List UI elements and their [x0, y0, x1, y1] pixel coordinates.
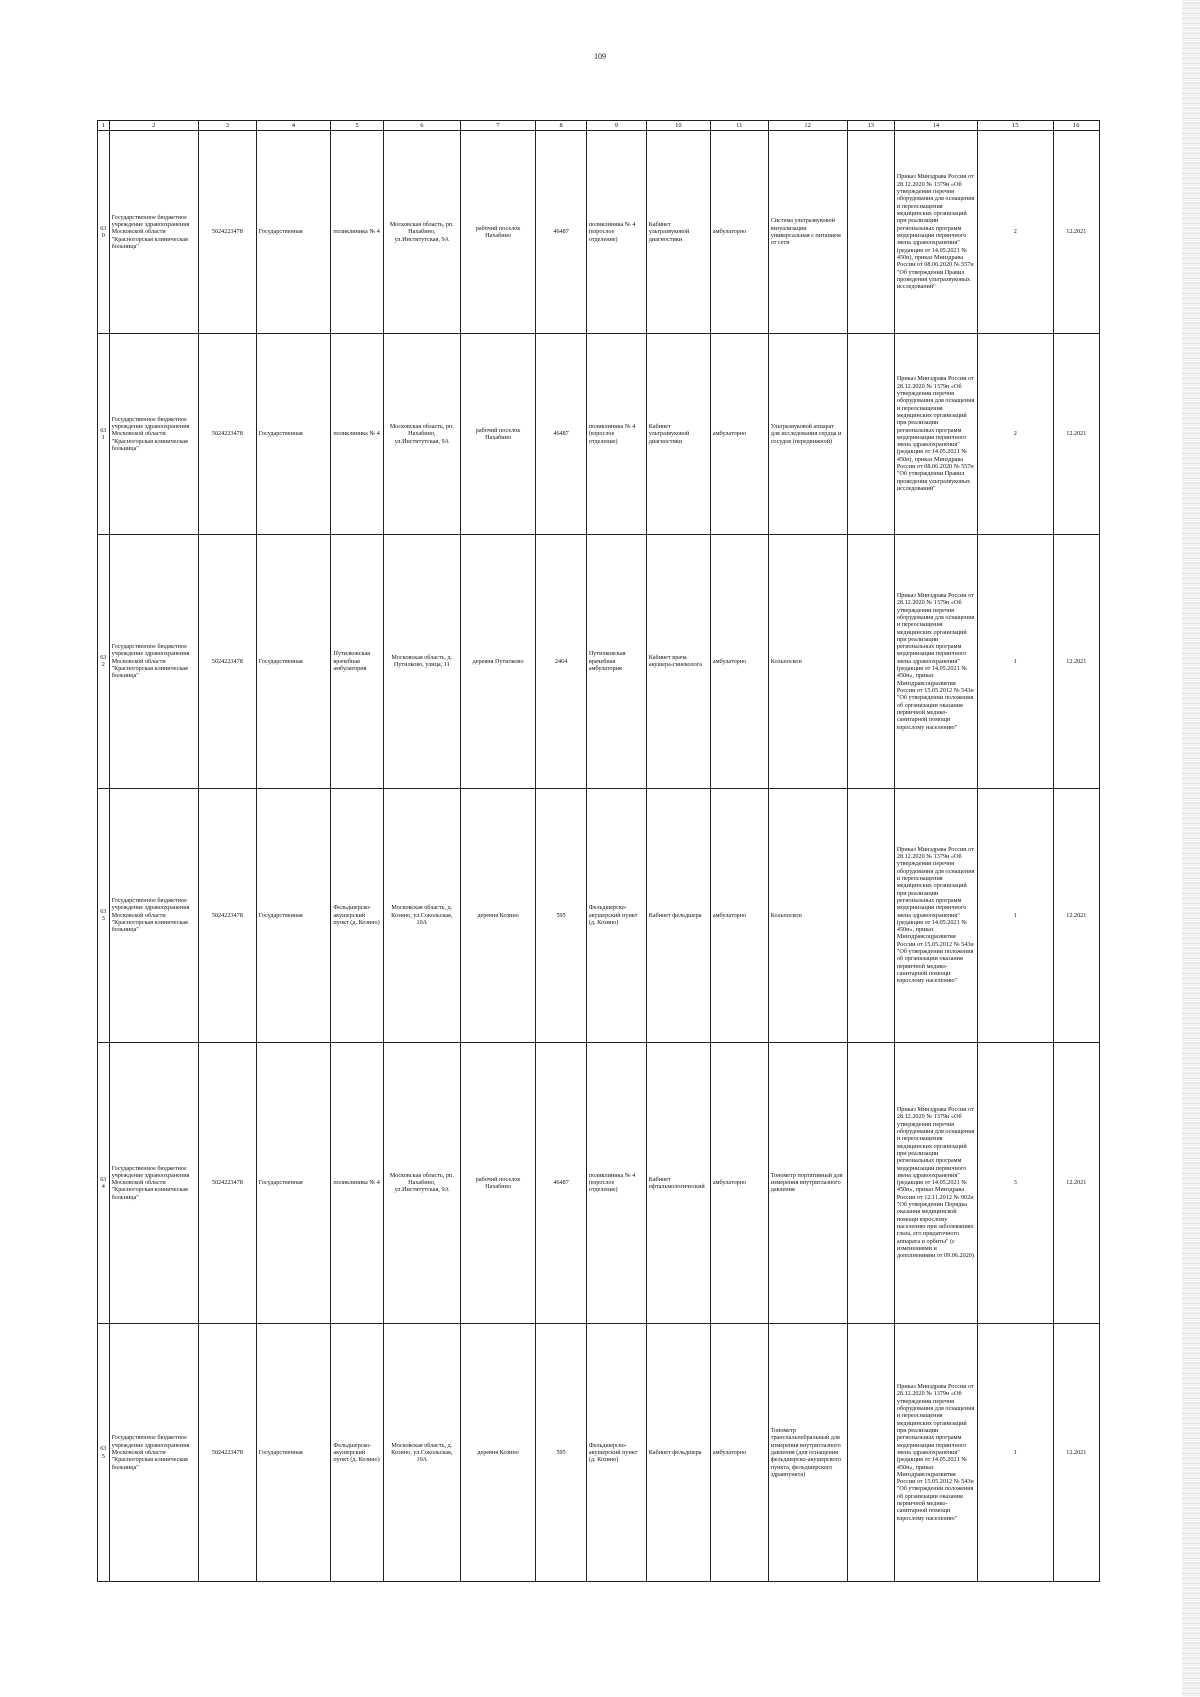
column-number: 8	[536, 121, 586, 131]
ownership-cell: Государственная	[256, 535, 331, 789]
subdivision-cell: Фельдшерско-акушерский пункт (д. Козино)	[586, 788, 646, 1042]
table-row	[98, 131, 1100, 333]
room-cell: Кабинет офтальмологический	[646, 1042, 710, 1324]
column-number: 13	[847, 121, 894, 131]
column-number: 14	[894, 121, 977, 131]
population-cell: 595	[536, 788, 586, 1042]
care-type-cell: амбулаторно	[710, 333, 768, 534]
documents-text: Приказ Минздрава России от 28.12.2020 № 1379н «Об утверждении перечня оборудования для оснащения и переоснащения медицинских организаций при реализации региональных программ модернизации первичного звена здравоохранения"(редакция от 14.05.2021 № 450н», приказ Минздравсоцразвития России от 15.05.2012 № 543н "Об утверждении положения об организации оказания первичной медико-санитарной помощи взрослому населению"	[896, 845, 975, 985]
column-number: 2	[109, 121, 198, 131]
room-cell: Кабинет фельдшера	[646, 1324, 710, 1582]
empty-cell	[847, 788, 894, 1042]
page-number: 109	[594, 52, 606, 61]
room-cell: Кабинет фельдшера	[646, 788, 710, 1042]
empty-cell	[847, 131, 894, 333]
column-number: 16	[1053, 121, 1099, 131]
room-cell: Кабинет врача акушера-гинеколога	[646, 535, 710, 789]
ownership-cell: Государственная	[256, 1042, 331, 1324]
institution-cell: Государственное бюджетное учреждение здравоохранения Московской области "Красногорская клиническая больница"	[109, 1324, 198, 1582]
population-cell: 2464	[536, 535, 586, 789]
row-number: 634	[98, 1042, 110, 1324]
column-number: 11	[710, 121, 768, 131]
equipment-cell: Тонометр транспальпебральный для измерения внутриглазного давления (для оснащения фельдшерско-акушерского пункта, фельдшерского здравпункта)	[768, 1324, 847, 1582]
row-number: 633	[98, 788, 110, 1042]
row-number: 630	[98, 131, 110, 333]
quantity-cell: 2	[977, 131, 1053, 333]
unit-cell: Путилковская врачебная амбулатория	[331, 535, 384, 789]
address-cell: Московская область, рп. Нахабино, ул.Институтская, 9А	[383, 333, 460, 534]
ownership-cell: Государственная	[256, 333, 331, 534]
population-cell: 46487	[536, 1042, 586, 1324]
population-cell: 46487	[536, 333, 586, 534]
column-number: 9	[586, 121, 646, 131]
quantity-cell: 2	[977, 333, 1053, 534]
care-type-cell: амбулаторно	[710, 1324, 768, 1582]
table-row	[98, 1042, 1100, 1324]
equipment-cell: Кольпоскоп	[768, 535, 847, 789]
inn-cell: 5024223478	[198, 1324, 256, 1582]
column-number: 5	[331, 121, 384, 131]
institution-cell: Государственное бюджетное учреждение здравоохранения Московской области "Красногорская клиническая больница"	[109, 535, 198, 789]
care-type-cell: амбулаторно	[710, 535, 768, 789]
inn-cell: 5024223478	[198, 535, 256, 789]
subdivision-cell: Путилковская врачебная амбулатория	[586, 535, 646, 789]
row-number: 631	[98, 333, 110, 534]
table-row	[98, 333, 1100, 534]
room-cell: Кабинет ультразвуковой диагностики	[646, 131, 710, 333]
locality-cell: деревня Козино	[460, 1324, 536, 1582]
ownership-cell: Государственная	[256, 131, 331, 333]
unit-cell: Фельдшерско-акушерский пункт (д. Козино)	[331, 788, 384, 1042]
column-number: 1	[98, 121, 110, 131]
equipment-cell: Ультразвуковой аппарат для исследования сердца и сосудов (передвижной)	[768, 333, 847, 534]
institution-cell: Государственное бюджетное учреждение здравоохранения Московской области "Красногорская клиническая больница"	[109, 1042, 198, 1324]
care-type-cell: амбулаторно	[710, 131, 768, 333]
institution-cell: Государственное бюджетное учреждение здравоохранения Московской области "Красногорская клиническая больница"	[109, 333, 198, 534]
quantity-cell: 1	[977, 535, 1053, 789]
address-cell: Московская область, д. Путилково, улица, 11	[383, 535, 460, 789]
scan-edge-strip	[1182, 0, 1200, 1697]
documents-cell	[894, 788, 977, 1042]
room-cell: Кабинет ультразвуковой диагностики	[646, 333, 710, 534]
documents-cell	[894, 333, 977, 534]
address-cell: Московская область, д. Козино, ул.Сокольская, 10А	[383, 1324, 460, 1582]
locality-cell: рабочий поселок Нахабино	[460, 131, 536, 333]
column-number: 6	[383, 121, 460, 131]
documents-cell	[894, 535, 977, 789]
locality-cell: рабочий поселок Нахабино	[460, 333, 536, 534]
subdivision-cell: поликлиника № 4 (взрослое отделение)	[586, 131, 646, 333]
date-cell: 12.2021	[1053, 333, 1099, 534]
date-cell: 12.2021	[1053, 788, 1099, 1042]
equipment-registry-table	[97, 120, 1100, 1582]
inn-cell: 5024223478	[198, 131, 256, 333]
institution-cell: Государственное бюджетное учреждение здравоохранения Московской области "Красногорская клиническая больница"	[109, 788, 198, 1042]
column-number: 15	[977, 121, 1053, 131]
address-cell: Московская область, д. Козино, ул.Сокольская, 10А	[383, 788, 460, 1042]
unit-cell: поликлиника № 4	[331, 1042, 384, 1324]
subdivision-cell: поликлиника № 4 (взрослое отделение)	[586, 1042, 646, 1324]
ownership-cell: Государственная	[256, 1324, 331, 1582]
subdivision-cell: Фельдшерско-акушерский пункт (д. Козино)	[586, 1324, 646, 1582]
date-cell: 12.2021	[1053, 1042, 1099, 1324]
subdivision-cell: поликлиника № 4 (взрослое отделение)	[586, 333, 646, 534]
population-cell: 595	[536, 1324, 586, 1582]
documents-text: Приказ Минздрава России от 28.12.2020 № 1379н «Об утверждении перечня оборудования для оснащения и переоснащения медицинских организаций при реализации региональных программ модернизации первичного звена здравоохранения"(редакция от 14.05.2021 № 450н», приказ Минздравсоцразвития России от 15.05.2012 № 543н "Об утверждении положения об организации оказания первичной медико-санитарной помощи взрослому населению"	[896, 591, 975, 731]
column-number: 4	[256, 121, 331, 131]
date-cell: 12.2021	[1053, 1324, 1099, 1582]
unit-cell: поликлиника № 4	[331, 131, 384, 333]
date-cell: 12.2021	[1053, 131, 1099, 333]
quantity-cell: 3	[977, 1042, 1053, 1324]
locality-cell: рабочий поселок Нахабино	[460, 1042, 536, 1324]
equipment-cell: Система ультразвуковой визуализации универсальная с питанием от сети	[768, 131, 847, 333]
row-number: 635	[98, 1324, 110, 1582]
quantity-cell: 1	[977, 1324, 1053, 1582]
address-cell: Московская область, рп. Нахабино, ул.Институтская, 9А	[383, 131, 460, 333]
column-number: 3	[198, 121, 256, 131]
row-number: 632	[98, 535, 110, 789]
column-number: 12	[768, 121, 847, 131]
column-numbers-row	[98, 121, 1100, 131]
column-number: 7	[460, 121, 536, 131]
documents-text: Приказ Минздрава России от 28.12.2020 № 1379н «Об утверждении перечня оборудования для оснащения и переоснащения медицинских организаций при реализации региональных программ модернизации первичного звена здравоохранения"(редакция от 14.05.2021 № 450н), приказ Минздрава России от 08.06.2020 № 557н "Об утверждении Правил проведения ультразвуковых исследований"	[896, 173, 975, 291]
quantity-cell: 1	[977, 788, 1053, 1042]
address-cell: Московская область, рп. Нахабино, ул.Институтская, 9А	[383, 1042, 460, 1324]
inn-cell: 5024223478	[198, 333, 256, 534]
care-type-cell: амбулаторно	[710, 1042, 768, 1324]
documents-text: Приказ Минздрава России от 28.12.2020 № 1379н «Об утверждении перечня оборудования для оснащения и переоснащения медицинских организаций при реализации региональных программ модернизации первичного звена здравоохранения"(редакция от 14.05.2021 № 450н», приказ Минздрава России от 12.11.2012 № 902н "Об утверждении Порядка оказания медицинской помощи взрослому населению при заболеваниях глаза, его придаточного аппарата и орбиты" (с изменениями и дополнениями от 09.06.2020)	[896, 1106, 975, 1260]
empty-cell	[847, 1042, 894, 1324]
ownership-cell: Государственная	[256, 788, 331, 1042]
empty-cell	[847, 333, 894, 534]
table-row	[98, 788, 1100, 1042]
documents-cell	[894, 131, 977, 333]
unit-cell: поликлиника № 4	[331, 333, 384, 534]
equipment-cell: Тонометр портативный для измерения внутриглазного давления	[768, 1042, 847, 1324]
inn-cell: 5024223478	[198, 1042, 256, 1324]
documents-text: Приказ Минздрава России от 28.12.2020 № 1379н «Об утверждении перечня оборудования для оснащения и переоснащения медицинских организаций при реализации региональных программ модернизации первичного звена здравоохранения"(редакция от 14.05.2021 № 450н), приказ Минздрава России от 08.06.2020 № 557н "Об утверждении Правил проведения ультразвуковых исследований"	[896, 375, 975, 493]
empty-cell	[847, 535, 894, 789]
documents-text: Приказ Минздрава России от 28.12.2020 № 1379н «Об утверждении перечня оборудования для оснащения и переоснащения медицинских организаций при реализации региональных программ модернизации первичного звена здравоохранения"(редакция от 14.05.2021 № 450н», приказ Минздравсоцразвития России от 15.05.2012 № 543н "Об утверждении положения об организации оказания первичной медико-санитарной помощи взрослому населению"	[896, 1383, 975, 1522]
table-row	[98, 535, 1100, 789]
column-number: 10	[646, 121, 710, 131]
population-cell: 46487	[536, 131, 586, 333]
equipment-cell: Кольпоскоп	[768, 788, 847, 1042]
locality-cell: деревня Козино	[460, 788, 536, 1042]
table-row	[98, 1324, 1100, 1582]
institution-cell: Государственное бюджетное учреждение здравоохранения Московской области "Красногорская клиническая больница"	[109, 131, 198, 333]
locality-cell: деревня Путилково	[460, 535, 536, 789]
documents-cell	[894, 1042, 977, 1324]
documents-cell	[894, 1324, 977, 1582]
unit-cell: Фельдшерско-акушерский пункт (д. Козино)	[331, 1324, 384, 1582]
empty-cell	[847, 1324, 894, 1582]
date-cell: 12.2021	[1053, 535, 1099, 789]
inn-cell: 5024223478	[198, 788, 256, 1042]
care-type-cell: амбулаторно	[710, 788, 768, 1042]
